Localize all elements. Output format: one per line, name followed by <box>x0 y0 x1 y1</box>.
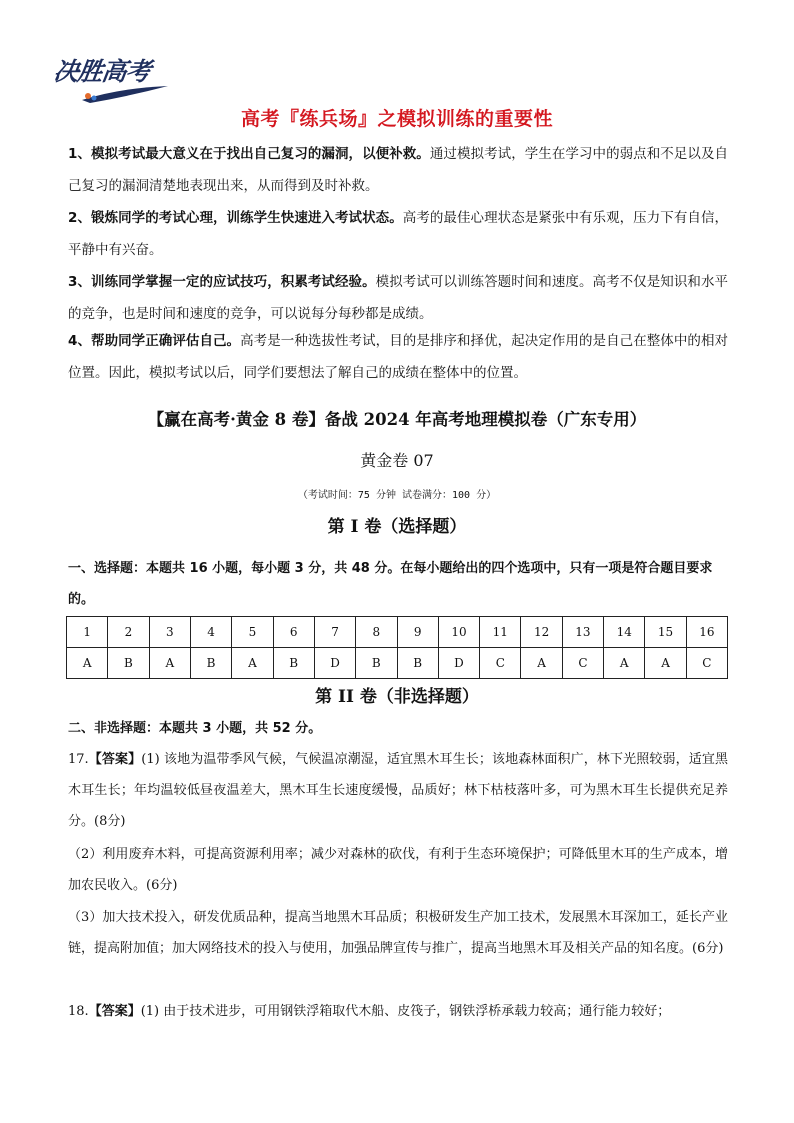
answer-cell: C <box>480 648 521 679</box>
item-lead: 锻炼同学的考试心理，训练学生快速进入考试状态。 <box>91 210 403 226</box>
paper-number: 黄金卷 07 <box>360 451 434 470</box>
page-title: 高考『练兵场』之模拟训练的重要性 <box>240 108 553 130</box>
logo <box>51 52 170 106</box>
q17-number: 17. <box>68 752 89 767</box>
q17-answer-1 <box>68 744 728 837</box>
answer-cell: C <box>686 648 727 679</box>
logo-swoosh-icon <box>80 84 170 104</box>
item-number: 3、 <box>68 274 92 290</box>
answer-text: (1) 该地为温带季风气候，气候温凉潮湿，适宜黑木耳生长；该地森林面积广，林下光照较弱，适宜黑木耳生长；年均温较低昼夜温差大，黑木耳生长速度缓慢，品质好；林下枯枝落叶多，可为黑木耳生长提供充足养分。(8分) <box>68 752 728 829</box>
question-number-cell: 9 <box>397 617 438 648</box>
answer-tag: 【答案】 <box>88 752 142 767</box>
question-number-cell: 6 <box>273 617 314 648</box>
logo-text: 决胜高考 <box>51 57 152 86</box>
question-number-cell: 16 <box>686 617 727 648</box>
part1-title: 第 I 卷（选择题） <box>327 517 467 537</box>
item-lead: 模拟考试最大意义在于找出自己复习的漏洞，以便补救。 <box>91 146 430 162</box>
answer-cell: B <box>108 648 149 679</box>
q18-answer-1 <box>68 996 728 1027</box>
item-number: 2、 <box>68 210 92 226</box>
question-number-cell: 7 <box>314 617 355 648</box>
question-number-cell: 13 <box>562 617 603 648</box>
item-body: 高考的最佳心理状态是紧张中有乐观，压力下有自信，平静中有兴奋。 <box>68 210 729 258</box>
importance-item-2 <box>68 202 728 266</box>
answer-cell: D <box>438 648 479 679</box>
item-number: 1、 <box>68 146 92 162</box>
answer-table-number-row <box>67 617 728 648</box>
question-number-cell: 3 <box>149 617 190 648</box>
question-number-cell: 11 <box>480 617 521 648</box>
importance-item-4 <box>68 325 728 389</box>
question-number-cell: 12 <box>521 617 562 648</box>
answer-cell: A <box>232 648 273 679</box>
answer-cell: A <box>67 648 108 679</box>
question-number-cell: 4 <box>190 617 231 648</box>
item-body: 模拟考试可以训练答题时间和速度。高考不仅是知识和水平的竞争，也是时间和速度的竞争，可以说每分每秒都是成绩。 <box>68 274 729 322</box>
answer-cell: A <box>604 648 645 679</box>
answer-table-answer-row <box>67 648 728 679</box>
answer-cell: D <box>314 648 355 679</box>
answer-cell: A <box>521 648 562 679</box>
q17-answer-3: （3）加大技术投入，研发优质品种，提高当地黑木耳品质；积极研发生产加工技术，发展黑木耳深加工，延长产业链，提高附加值；加大网络技术的投入与使用，加强品牌宣传与推广，提高当地黑木耳及相关产品的知名度。(6分) <box>68 910 728 956</box>
question-number-cell: 10 <box>438 617 479 648</box>
item-lead: 训练同学掌握一定的应试技巧，积累考试经验。 <box>91 274 376 290</box>
question-number-cell: 15 <box>645 617 686 648</box>
answer-cell: B <box>397 648 438 679</box>
q18-number: 18. <box>68 1004 89 1019</box>
answer-cell: C <box>562 648 603 679</box>
part1-instruction: 一、选择题：本题共 16 小题，每小题 3 分，共 48 分。在每小题给出的四个选项中，只有一项是符合题目要求的。 <box>68 561 713 607</box>
item-body: 高考是一种选拔性考试，目的是排序和择优，起决定作用的是自己在整体中的相对位置。因此，模拟考试以后，同学们要想法了解自己的成绩在整体中的位置。 <box>68 333 729 381</box>
question-number-cell: 5 <box>232 617 273 648</box>
part2-title: 第 II 卷（非选择题） <box>315 687 479 707</box>
item-lead: 帮助同学正确评估自己。 <box>91 333 241 349</box>
answer-cell: B <box>356 648 397 679</box>
question-number-cell: 2 <box>108 617 149 648</box>
question-number-cell: 8 <box>356 617 397 648</box>
answer-tag: 【答案】 <box>88 1004 141 1019</box>
item-body: 通过模拟考试，学生在学习中的弱点和不足以及自己复习的漏洞清楚地表现出来，从而得到及时补救。 <box>68 146 729 194</box>
question-number-cell: 1 <box>67 617 108 648</box>
answer-cell: A <box>645 648 686 679</box>
answer-cell: B <box>273 648 314 679</box>
q17-answer-2: （2）利用废弃木料，可提高资源利用率；减少对森林的砍伐，有利于生态环境保护；可降低里木耳的生产成本，增加农民收入。(6分) <box>68 847 728 893</box>
importance-item-3 <box>68 266 728 330</box>
question-number-cell: 14 <box>604 617 645 648</box>
answer-cell: B <box>190 648 231 679</box>
importance-item-1 <box>68 138 728 202</box>
exam-meta: （考试时间：75 分钟 试卷满分：100 分） <box>297 490 497 501</box>
answer-text: (1) 由于技术进步，可用钢铁浮箱取代木船、皮筏子，钢铁浮桥承载力较高；通行能力较好； <box>140 1004 671 1019</box>
part2-instruction: 二、非选择题：本题共 3 小题，共 52 分。 <box>68 721 322 736</box>
exam-title: 【赢在高考·黄金 8 卷】备战 2024 年高考地理模拟卷（广东专用） <box>147 410 647 429</box>
answer-cell: A <box>149 648 190 679</box>
item-number: 4、 <box>68 333 92 349</box>
answer-table <box>66 616 728 679</box>
